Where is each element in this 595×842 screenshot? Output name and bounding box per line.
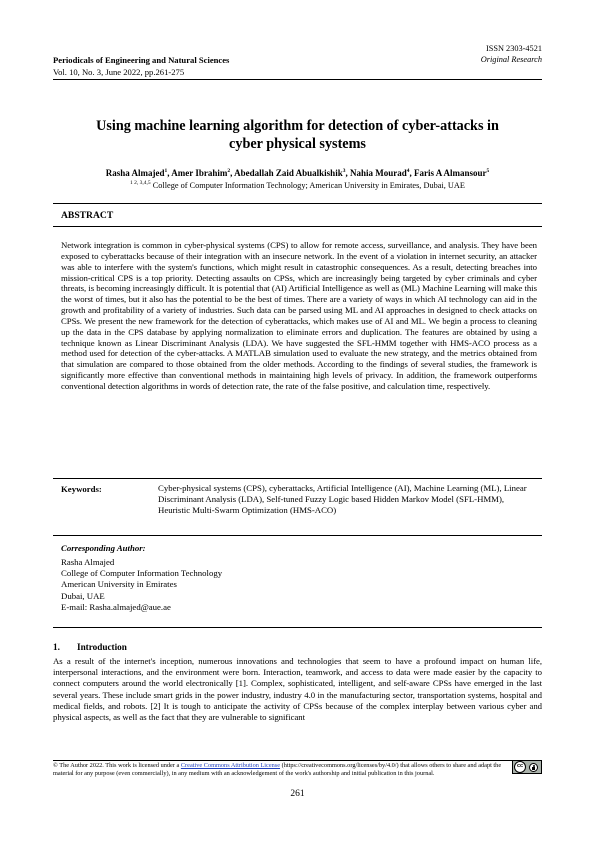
author-list: Rasha Almajed$^1$, Amer Ibrahim$^2$, Abedallah Zaid Abualkishik$^3$, Nahia Mourad$^4$, Faris A Almansour$^5$ — [105, 168, 490, 178]
introduction-text: As a result of the internet's inception, numerous innovations and technologies that seem to have a profound impact on human life, interpersonal interactions, and the environment were born. Interaction, teamwork, and access to data were made easier by the capacity to connect computers around the world electronically [1]. Complex, sophisticated, intelligent, and self-aware CPSs have emerged in the last several years. These include smart grids in the power industry, industry 4.0 in the manufacturing sector, transportation systems, hospital and medical fields, and robots. [2] It is tough to anticipate the activity of CPSs because of the complex interplay between various cyber and physical aspects, as well as the fact that they are vulnerable to significant — [53, 656, 542, 723]
author-sup: 5 — [486, 168, 490, 174]
affiliation-text: College of Computer Information Technology; American University in Emirates, Dubai, UAE — [152, 181, 465, 190]
corresponding-bottom-rule — [53, 627, 542, 628]
journal-name: Periodicals of Engineering and Natural Sciences — [53, 55, 230, 65]
corresponding-heading: Corresponding Author: — [61, 543, 146, 553]
article-type: Original Research — [480, 55, 542, 64]
corresponding-name: Rasha Almajed — [61, 557, 115, 567]
author-sup: 1 — [164, 168, 168, 174]
author-name: Faris A Almansour — [413, 168, 487, 178]
paper-title — [53, 118, 542, 153]
keywords-colon: : — [98, 484, 102, 494]
section-title: Introduction — [77, 642, 127, 652]
journal-block — [53, 55, 229, 78]
license-notice — [53, 762, 510, 778]
author-sup: 3 — [342, 168, 346, 174]
corresponding-email[interactable]: E-mail: Rasha.almajed@aue.ae — [61, 601, 171, 612]
page-number: 261 — [290, 789, 305, 799]
abstract-head-rule — [53, 226, 542, 227]
author-sup: 2 — [227, 168, 231, 174]
author-name: Nahia Mourad — [349, 168, 407, 178]
abstract-top-rule — [53, 203, 542, 204]
license-suffix: (https://creativecommons.org/licenses/by/4.0/) that allows others to share and adapt the material for any purpose (even commercially), in any medium with an acknowledgement of the work's authorship and initial publication in this journal. — [53, 762, 502, 778]
cc-license-badge[interactable] — [512, 760, 542, 774]
section-heading — [53, 642, 127, 652]
corresponding-location: Dubai, UAE — [61, 590, 105, 601]
keywords-bottom-rule — [53, 535, 542, 536]
section-number: 1. — [53, 642, 60, 652]
cc-icon: cc — [514, 761, 526, 773]
corresponding-dept: College of Computer Information Technology — [61, 568, 223, 579]
license-link[interactable]: Creative Commons Attribution License — [180, 762, 281, 769]
issn-block — [481, 43, 542, 65]
volume-info: Vol. 10, No. 3, June 2022, pp.261-275 — [53, 66, 185, 77]
author-sup: 4 — [406, 168, 410, 174]
license-prefix: © The Author 2022. This work is licensed under a — [53, 762, 181, 769]
keywords-top-rule — [53, 478, 542, 479]
title-line-1: Using machine learning algorithm for detection of cyber-attacks in — [96, 118, 499, 134]
keywords-label — [61, 484, 102, 494]
issn: ISSN 2303-4521 — [485, 44, 542, 53]
abstract-body: Network integration is common in cyber-physical systems (CPS) to allow for remote access, surveillance, and analysis. They have been exposed to cyberattacks because of their integration with an insecure network. In the event of a violation in internet security, an attacker was able to interfere with the system's functions, which might result in catastrophic consequences. As a result, detecting breaches into mission-critical CPS is a top priority. Detecting assaults on CPSs, which are increasingly being targeted by cyber criminals and cyber threats, is becoming increasingly difficult. It is potential that (AI) Artificial Intelligence as well as (ML) Machine Learning will make this the worst of times, but it also has the potential to be the best of times. There are a variety of ways in which AI technology can aid in the growth and profitability of a variety of industries. Such data can be parsed using ML and AI approaches in designed to check attacks on CPSs. We present the new framework for the detection of cyberattacks, which makes use of AI and ML. We begin a process to cleaning up the data in the CPS database by applying normalization to eliminate errors and duplication. The features are obtained by using a technique known as Linear Discriminant Analysis (LDA). We have suggested the SFL-HMM together with HMS-ACO process as a method used for detection of the cyber-attacks. A MATLAB simulation used to evaluate the new strategy, and the metrics obtained from that simulation are compared to those obtained from the older methods. According to the findings of several studies, the framework is significantly more effective than conventional methods in maintaining high levels of privacy. In addition, the framework outperforms conventional detection algorithms in words of detection rate, the rate of the false positive, and calculation time, respectively. — [61, 240, 537, 391]
abstract-heading: ABSTRACT — [61, 210, 114, 221]
affiliation-sup: 1 2, 3,4,5 — [130, 180, 151, 186]
corresponding-details — [61, 557, 222, 613]
header-divider — [53, 79, 542, 80]
title-line-2: cyber physical systems — [229, 135, 366, 152]
author-name: Abedallah Zaid Abualkishik — [234, 168, 343, 178]
affiliation — [53, 178, 542, 191]
keywords-label-text: Keywords — [61, 484, 99, 494]
footer-divider — [53, 760, 542, 761]
author-name: Amer Ibrahim — [171, 168, 228, 178]
corresponding-university: American University in Emirates — [61, 579, 177, 590]
attribution-icon — [529, 763, 538, 772]
keywords-text: Cyber-physical systems (CPS), cyberattacks, Artificial Intelligence (AI), Machine Learning (ML), Linear Discriminant Analysis (LDA), Self-tuned Fuzzy Logic based Hidden Markov Model (SFL-HMM), Heuristic Multi-Swarm Optimization (HMS-ACO) — [158, 483, 527, 515]
author-name: Rasha Almajed — [105, 168, 165, 178]
